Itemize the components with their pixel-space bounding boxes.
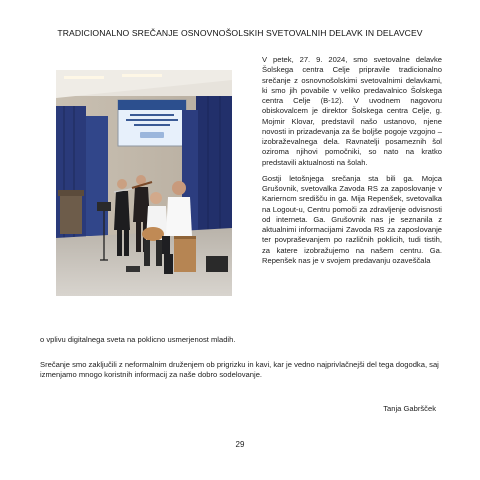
page-number: 29: [235, 440, 245, 449]
paragraph-intro: V petek, 27. 9. 2024, smo svetovalne delavke Šolskega centra Celje pripravile tradicionalno srečanje z osnovnošolskimi svetovalnimi delavkami, ki smo jih povabile v veliko predavalnico Šolskega centra Celje (B-12). V uvodnem nagovoru obiskovalcem je direktor Šolskega centra Celje, g. Mojmir Klovar, predstavil našo ustanovo, njene novosti in prizadevanja za še boljše pogoje vzgojno – izobraževalnega dela. Ravnatelji posameznih šol oziroma njihovi pomočniki, so nato na kratko predstavili aktualnosti na šolah.: [262, 55, 442, 167]
intro-column: [262, 55, 442, 266]
paragraph-closing: Srečanje smo zaključili z neformalnim druženjem ob prigrizku in kavi, kar je vedno najprivlačnejši del tega dogodka, saj izmenjamo mnogo koristnih informacij za naše dobro sodelovanje.: [40, 360, 439, 380]
paragraph-guests-continued: o vplivu digitalnega sveta na poklicno usmerjenost mladih.: [40, 335, 236, 344]
event-photo: [56, 70, 232, 296]
paragraph-guests: Gostji letošnjega srečanja sta bili ga. Mojca Grušovnik, svetovalka Zavoda RS za zaposlovanje v Karierncm središču in ga. Mija Repenšek, svetovalka na Logout-u, Centru pomoči za zdravljenje odvisnosti od interneta. Ga. Grušovnik nas je seznanila z aktualnimi informacijami Zavoda RS za zaposlovanje ter povpraševanjem po različnih poklicih, tudi tistih, za katere izobražujemo na našem centru. Ga. Repenšek nas je v svojem predavanju ozaveščala: [262, 173, 442, 265]
author-signature: Tanja Gabršček: [383, 404, 436, 413]
article-title: TRADICIONALNO SREČANJE OSNOVNOŠOLSKIH SVETOVALNIH DELAVK IN DELAVCEV: [57, 28, 423, 38]
